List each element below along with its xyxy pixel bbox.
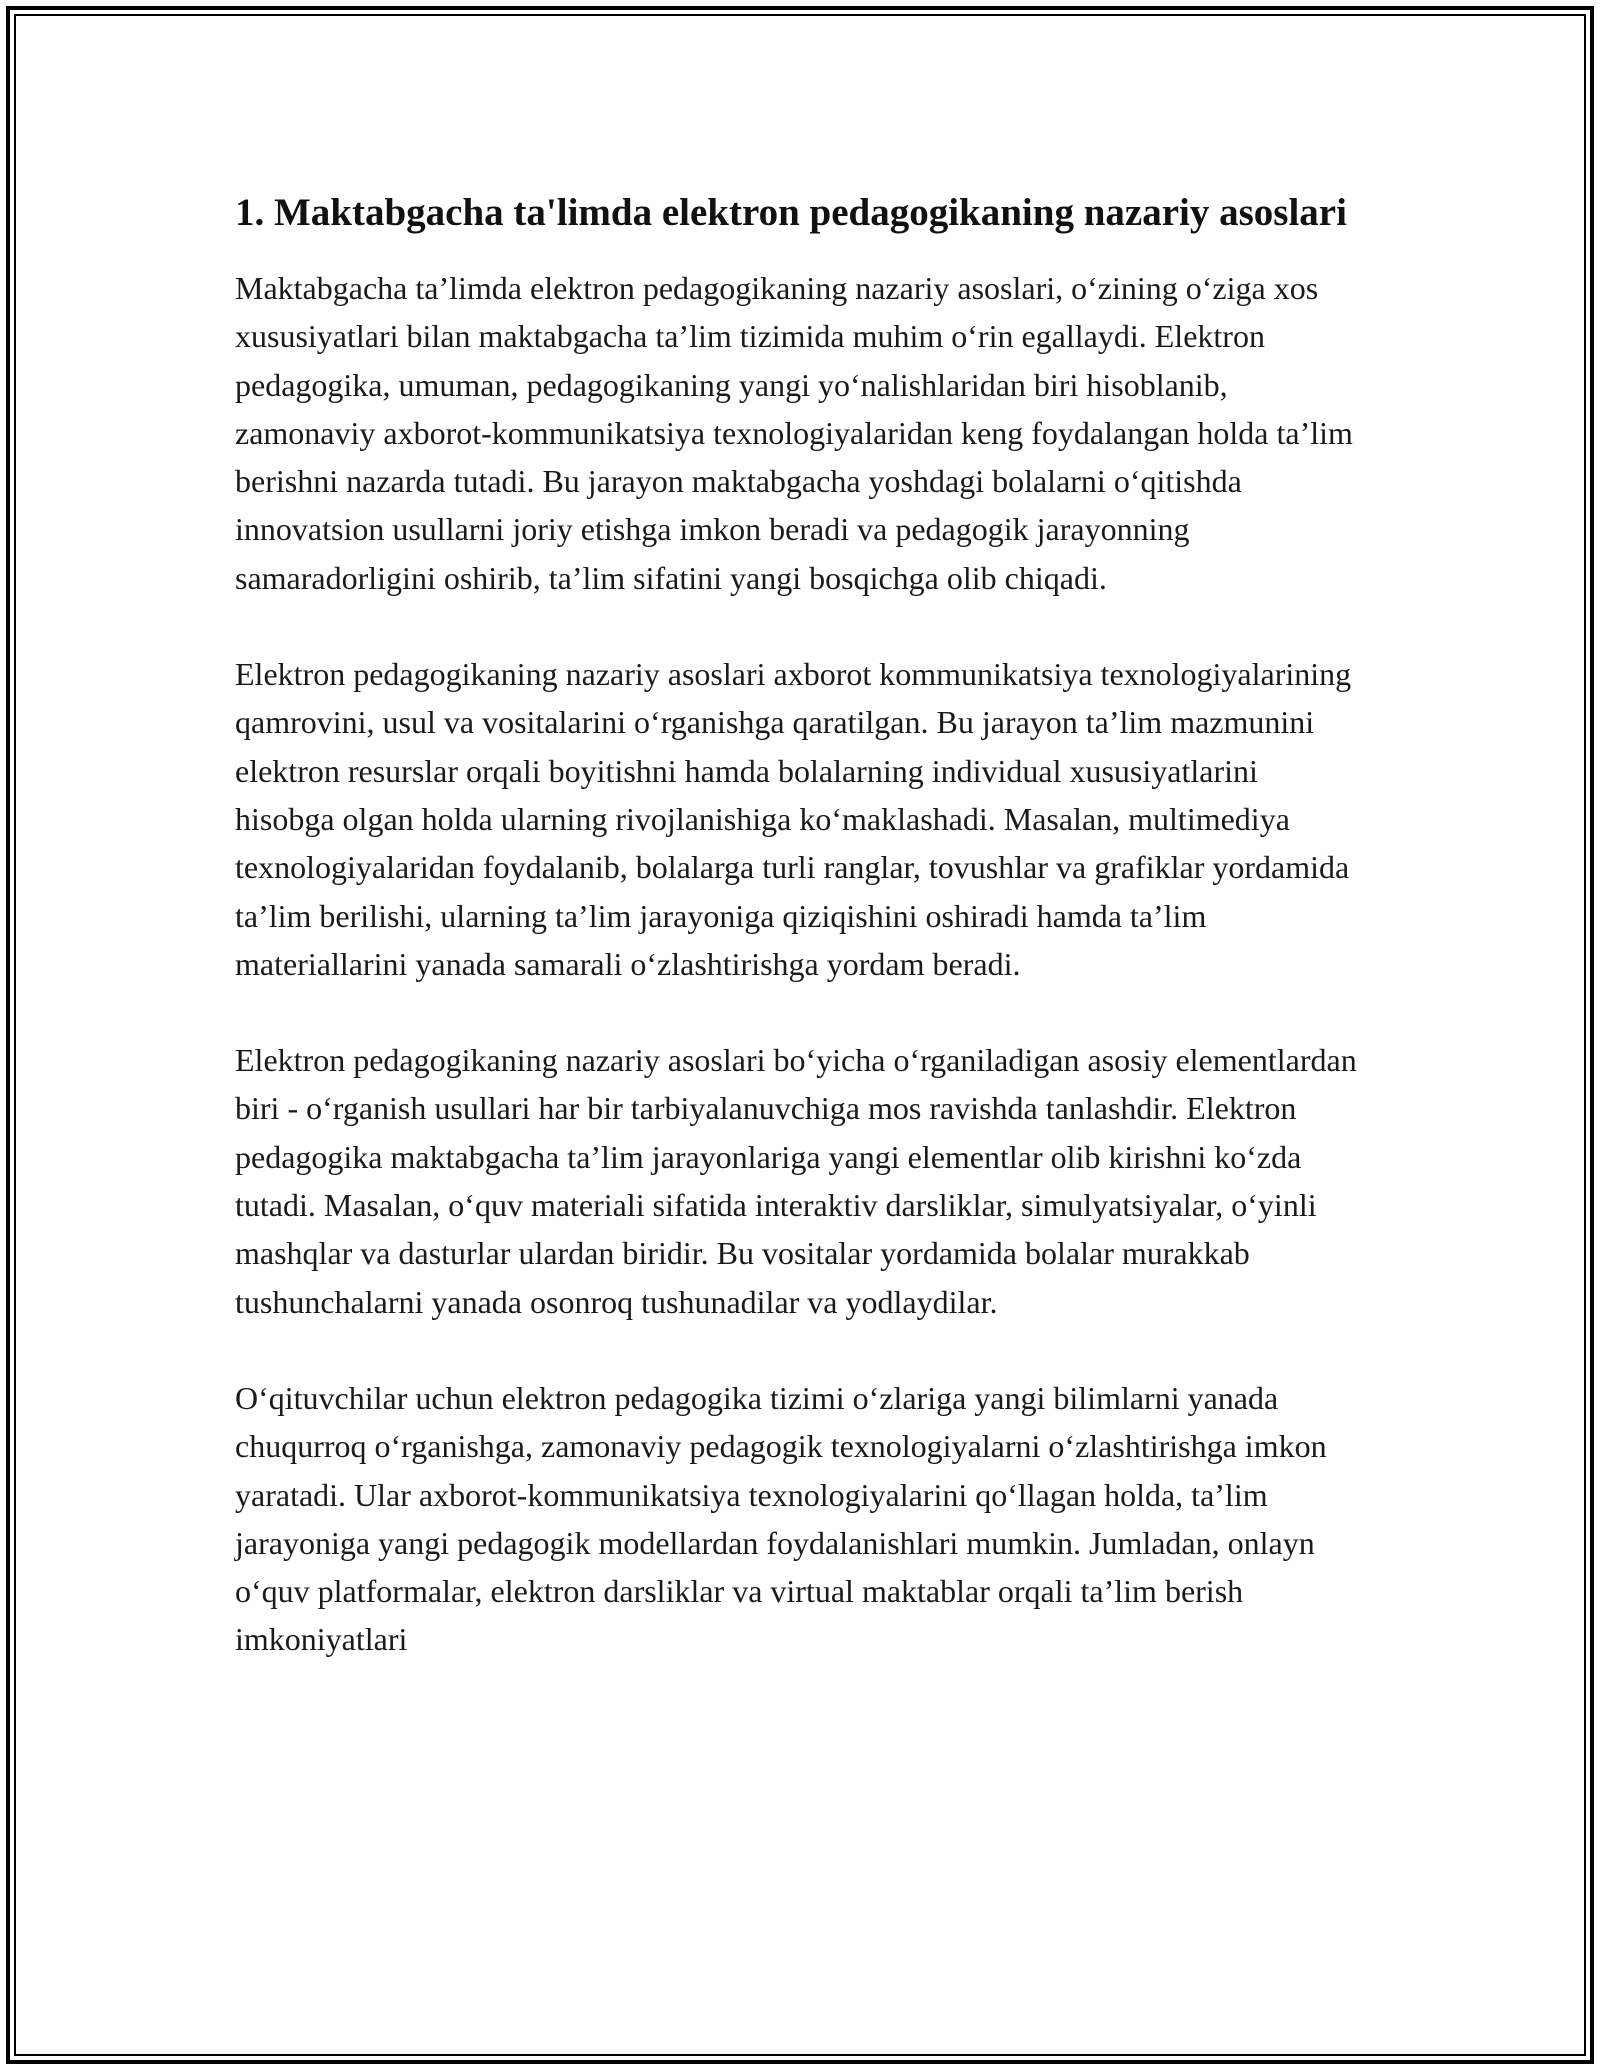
section-heading: 1. Maktabgacha ta'limda elektron pedagogikaning nazariy asoslari <box>235 191 1347 234</box>
paragraph: Oʻqituvchilar uchun elektron pedagogika tizimi oʻzlariga yangi bilimlarni yanada chuqurroq oʻrganishga, zamonaviy pedagogik texnologiyalarni oʻzlashtirishga imkon yaratadi. Ular axborot-kommunikatsiya texnologiyalarini qoʻllagan holda, ta’lim jarayoniga yangi pedagogik modellardan foydalanishlari mumkin. Jumladan, onlayn oʻquv platformalar, elektron darsliklar va virtual maktablar orqali ta’lim berish imkoniyatlari <box>235 1379 1327 1658</box>
paragraph: Elektron pedagogikaning nazariy asoslari boʻyicha oʻrganiladigan asosiy elementlardan biri - oʻrganish usullari har bir tarbiyalanuvchiga mos ravishda tanlashdir. Elektron pedagogika maktabgacha ta’lim jarayonlariga yangi elementlar olib kirishni koʻzda tutadi. Masalan, oʻquv materiali sifatida interaktiv darsliklar, simulyatsiyalar, oʻyinli mashqlar va dasturlar ulardan biridir. Bu vositalar yordamida bolalar murakkab tushunchalarni yanada osonroq tushunadilar va yodlaydilar. <box>235 1042 1357 1320</box>
paragraph: Maktabgacha ta’limda elektron pedagogikaning nazariy asoslari, oʻzining oʻziga xos xususiyatlari bilan maktabgacha ta’lim tizimida muhim oʻrin egallaydi. Elektron pedagogika, umuman, pedagogikaning yangi yoʻnalishlaridan biri hisoblanib, zamonaviy axborot-kommunikatsiya texnologiyalaridan keng foydalangan holda ta’lim berishni nazarda tutadi. Bu jarayon maktabgacha yoshdagi bolalarni oʻqitishda innovatsion usullarni joriy etishga imkon beradi va pedagogik jarayonning samaradorligini oshirib, ta’lim sifatini yangi bosqichga olib chiqadi. <box>235 270 1353 596</box>
document-body <box>235 186 1365 1664</box>
paragraph: Elektron pedagogikaning nazariy asoslari axborot kommunikatsiya texnologiyalarining qamrovini, usul va vositalarini oʻrganishga qaratilgan. Bu jarayon ta’lim mazmunini elektron resurslar orqali boyitishni hamda bolalarning individual xususiyatlarini hisobga olgan holda ularning rivojlanishiga koʻmaklashadi. Masalan, multimediya texnologiyalaridan foydalanib, bolalarga turli ranglar, tovushlar va grafiklar yordamida ta’lim berilishi, ularning ta’lim jarayoniga qiziqishini oshiradi hamda ta’lim materiallarini yanada samarali oʻzlashtirishga yordam beradi. <box>235 656 1352 982</box>
